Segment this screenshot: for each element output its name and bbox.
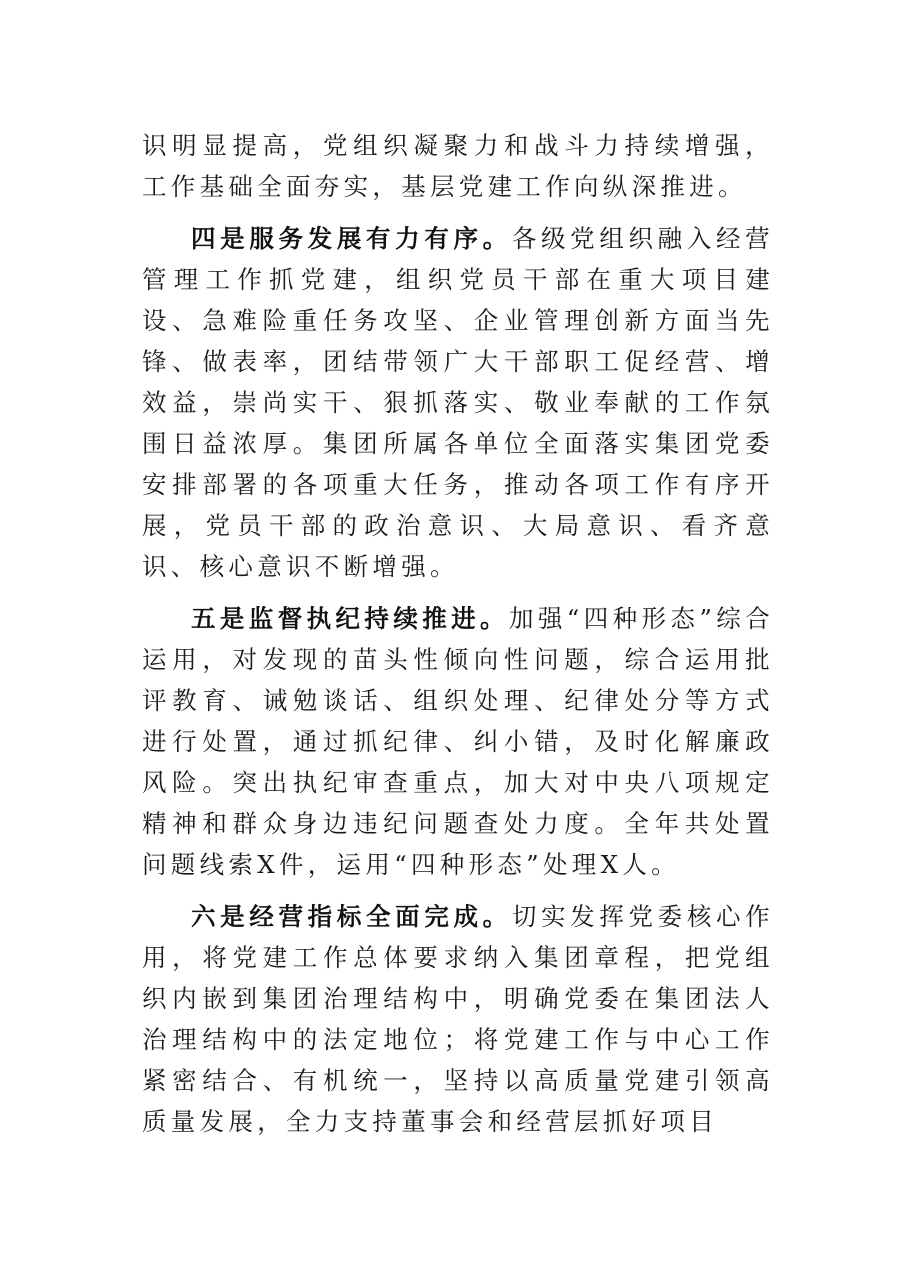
paragraph-lead-heading: 六是经营指标全面完成。 [191,902,512,931]
paragraph-continuation [142,125,774,207]
paragraph-body: 识明显提高，党组织凝聚力和战斗力持续增强，工作基础全面夯实，基层党建工作向纵深推进。 [142,131,774,201]
paragraph-body: 切实发挥党委核心作用，将党建工作总体要求纳入集团章程，把党组织内嵌到集团治理结构中，明确党委在集团法人治理结构中的法定地位；将党建工作与中心工作紧密结合、有机统一，坚持以高质量党建引领高质量发展，全力支持董事会和经营层抓好项目 [142,902,774,1136]
paragraph-service-development [142,218,774,587]
paragraph-lead-heading: 五是监督执纪持续推进。 [191,604,509,633]
paragraph-supervision-discipline [142,598,774,885]
paragraph-body: 加强“四种形态”综合运用，对发现的苗头性倾向性问题，综合运用批评教育、诫勉谈话、组织处理、纪律处分等方式进行处置，通过抓纪律、纠小错，及时化解廉政风险。突出执纪审查重点，加大对中央八项规定精神和群众身边违纪问题查处力度。全年共处置问题线索X件，运用“四种形态”处理X人。 [142,604,774,879]
document-body [142,125,774,1142]
paragraph-business-indicators [142,896,774,1142]
paragraph-body: 各级党组织融入经营管理工作抓党建，组织党员干部在重大项目建设、急难险重任务攻坚、企业管理创新方面当先锋、做表率，团结带领广大干部职工促经营、增效益，崇尚实干、狠抓落实、敬业奉献的工作氛围日益浓厚。集团所属各单位全面落实集团党委安排部署的各项重大任务，推动各项工作有序开展，党员干部的政治意识、大局意识、看齐意识、核心意识不断增强。 [142,224,774,581]
paragraph-lead-heading: 四是服务发展有力有序。 [191,224,512,253]
